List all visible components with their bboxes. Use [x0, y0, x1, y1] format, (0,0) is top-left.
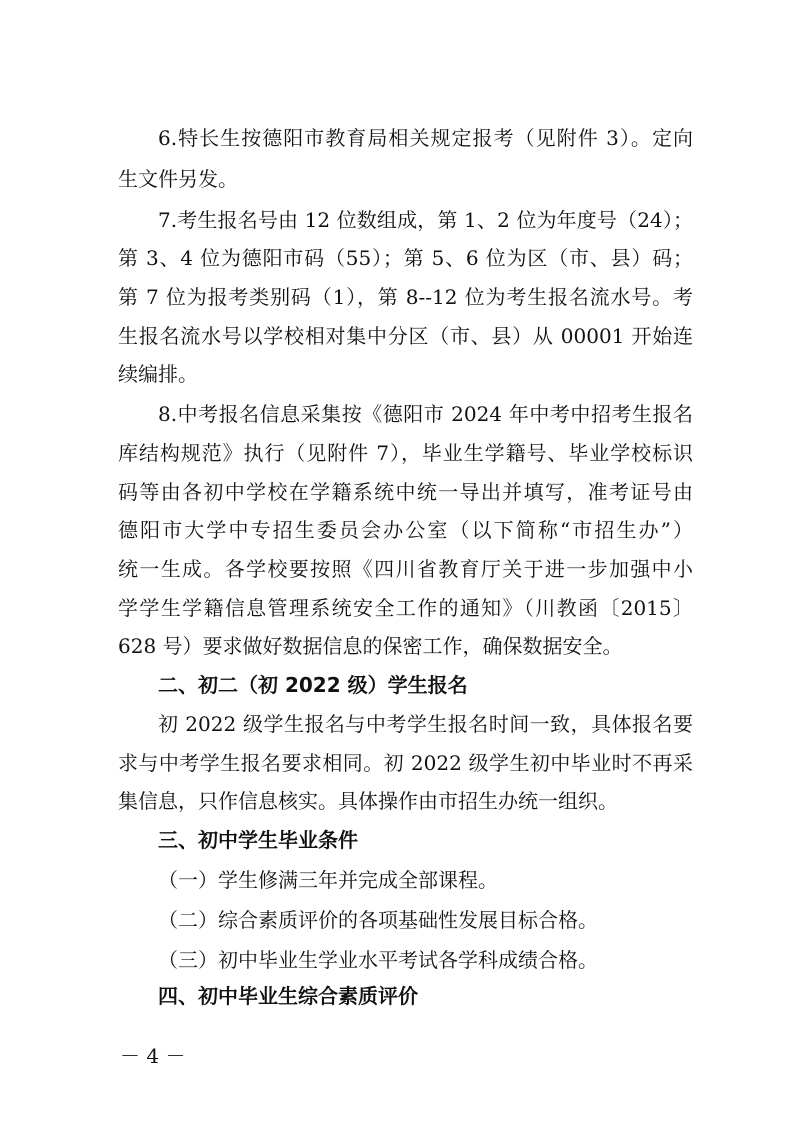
section-heading: 四、初中毕业生综合素质评价: [158, 984, 418, 1008]
paragraph-line: 生报名流水号以学校相对集中分区（市、县）从 00001 开始连: [118, 324, 693, 348]
paragraph-line: 生文件另发。: [118, 167, 238, 191]
paragraph-line: 第 3、4 位为德阳市码（55）；第 5、6 位为区（市、县）码；: [118, 246, 693, 270]
paragraph-line: 628 号）要求做好数据信息的保密工作，确保数据安全。: [118, 634, 623, 658]
paragraph-line: 库结构规范》执行（见附件 7），毕业生学籍号、毕业学校标识: [118, 441, 693, 465]
paragraph-line: 7.考生报名号由 12 位数组成，第 1、2 位为年度号（24）；: [158, 208, 693, 232]
paragraph-line: 德阳市大学中专招生委员会办公室（以下简称“市招生办”）: [118, 518, 693, 542]
page-number: － 4 －: [120, 1044, 186, 1068]
paragraph-line: 学学生学籍信息管理系统安全工作的通知》（川教函〔2015〕: [118, 596, 693, 620]
section-heading: 二、初二（初 2022 级）学生报名: [158, 673, 468, 697]
paragraph-line: 第 7 位为报考类别码（1），第 8--12 位为考生报名流水号。考: [118, 285, 693, 309]
paragraph-line: 初 2022 级学生报名与中考学生报名时间一致，具体报名要: [158, 712, 693, 736]
list-item: （一）学生修满三年并完成全部课程。: [158, 868, 498, 892]
paragraph-line: 求与中考学生报名要求相同。初 2022 级学生初中毕业时不再采: [118, 751, 693, 775]
paragraph-line: 续编排。: [118, 362, 198, 386]
paragraph-line: 统一生成。各学校要按照《四川省教育厅关于进一步加强中小: [118, 557, 693, 581]
paragraph-line: 集信息，只作信息核实。具体操作由市招生办统一组织。: [118, 789, 618, 813]
list-item: （二）综合素质评价的各项基础性发展目标合格。: [158, 908, 598, 932]
section-heading: 三、初中学生毕业条件: [158, 828, 358, 852]
list-item: （三）初中毕业生学业水平考试各学科成绩合格。: [158, 948, 598, 972]
paragraph-line: 码等由各初中学校在学籍系统中统一导出并填写，准考证号由: [118, 480, 693, 504]
paragraph-line: 8.中考报名信息采集按《德阳市 2024 年中考中招考生报名: [158, 402, 693, 426]
paragraph-line: 6.特长生按德阳市教育局相关规定报考（见附件 3）。定向: [158, 126, 693, 150]
